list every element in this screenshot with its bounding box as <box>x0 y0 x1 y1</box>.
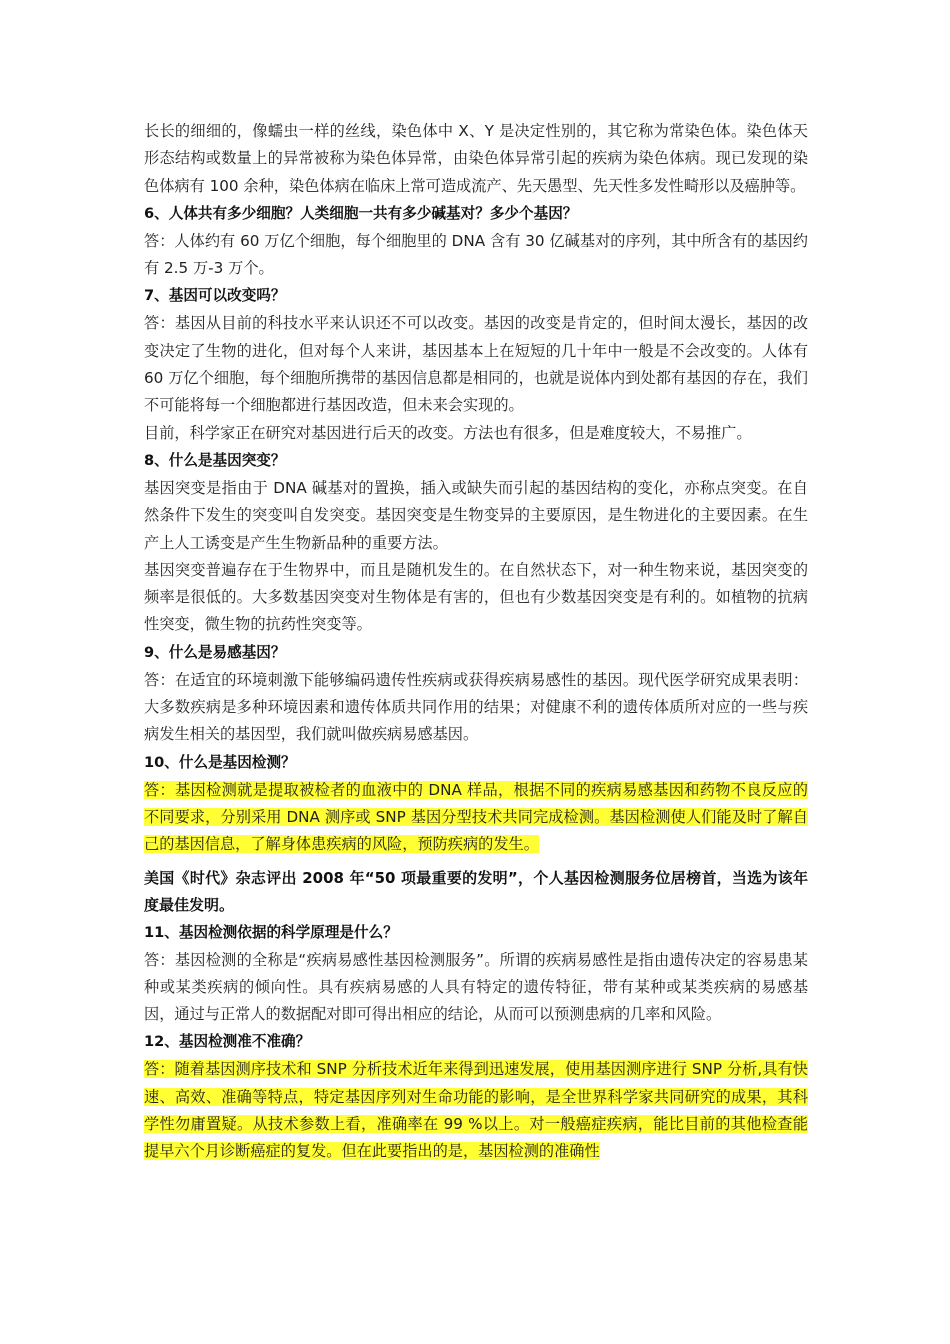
answer-7-extra-paragraph: 目前，科学家正在研究对基因进行后天的改变。方法也有很多，但是难度较大，不易推广。 <box>144 423 752 442</box>
question-10-heading: 10、什么是基因检测？ <box>144 753 296 771</box>
question-6-heading: 6、人体共有多少细胞？人类细胞一共有多少碱基对？多少个基因？ <box>144 204 578 222</box>
intro-paragraph: 长长的细细的，像蠕虫一样的丝线，染色体中 X、Y 是决定性别的，其它称为常染色体。染色体天形态结构或数量上的异常被称为染色体异常，由染色体异常引起的疾病为染色体病。现已发现的染色体病有 100 余种，染色体病在临床上常可造成流产、先天愚型、先天性多发性畸形以及癌肿等。 <box>144 122 808 195</box>
answer-11-paragraph: 答：基因检测的全称是“疾病易感性基因检测服务”。所谓的疾病易感性是指由遗传决定的容易患某种或某类疾病的倾向性。具有疾病易感的人具有特定的遗传特征，带有某种或某类疾病的易感基因，通过与正常人的数据配对即可得出相应的结论，从而可以预测患病的几率和风险。 <box>144 950 808 1024</box>
question-11-heading: 11、基因检测依据的科学原理是什么？ <box>144 923 398 941</box>
answer-12-paragraph <box>144 1056 808 1165</box>
answer-8-paragraph: 基因突变是指由于 DNA 碱基对的置换，插入或缺失而引起的基因结构的变化，亦称点突变。在自然条件下发生的突变叫自发突变。基因突变是生物变异的主要原因，是生物进化的主要因素。在生产上人工诱变是产生生物新品种的重要方法。 <box>144 478 808 552</box>
question-9-heading: 9、什么是易感基因？ <box>144 643 286 661</box>
highlighted-answer-12: 答：随着基因测序技术和 SNP 分析技术近年来得到迅速发展，使用基因测序进行 SNP 分析,具有快速、高效、准确等特点，特定基因序列对生命功能的影响，是全世界科学家共同研究的成果，其科学性勿庸置疑。从技术参数上看，准确率在 99 %以上。对一般癌症疾病，能比目前的其他检查能提早六个月诊断癌症的复发。但在此要指出的是，基因检测的准确性 <box>144 1060 808 1161</box>
answer-7-paragraph: 答：基因从目前的科技水平来认识还不可以改变。基因的改变是肯定的，但时间太漫长，基因的改变决定了生物的进化，但对每个人来讲，基因基本上在短短的几十年中一般是不会改变的。人体有 60 万亿个细胞，每个细胞所携带的基因信息都是相同的，也就是说体内到处都有基因的存在，我们不可能将每一个细胞都进行基因改造，但未来会实现的。 <box>144 314 808 415</box>
question-8-heading: 8、什么是基因突变？ <box>144 451 286 469</box>
question-12-heading: 12、基因检测准不准确？ <box>144 1033 311 1051</box>
answer-10-paragraph <box>144 777 808 859</box>
question-7-heading: 7、基因可以改变吗？ <box>144 287 286 305</box>
time-magazine-note: 美国《时代》杂志评出 2008 年“50 项最重要的发明”，个人基因检测服务位居榜首，当选为该年度最佳发明。 <box>144 868 808 914</box>
answer-6-paragraph: 答：人体约有 60 万亿个细胞，每个细胞里的 DNA 含有 30 亿碱基对的序列，其中所含有的基因约有 2.5 万-3 万个。 <box>144 231 808 278</box>
document-page <box>144 118 808 1166</box>
answer-9-paragraph: 答：在适宜的环境刺激下能够编码遗传性疾病或获得疾病易感性的基因。现代医学研究成果表明：大多数疾病是多种环境因素和遗传体质共同作用的结果；对健康不利的遗传体质所对应的一些与疾病发生相关的基因型，我们就叫做疾病易感基因。 <box>144 670 808 744</box>
answer-8-extra-paragraph: 基因突变普遍存在于生物界中，而且是随机发生的。在自然状态下，对一种生物来说，基因突变的频率是很低的。大多数基因突变对生物体是有害的，但也有少数基因突变是有利的。如植物的抗病性突变，微生物的抗药性突变等。 <box>144 560 808 634</box>
highlighted-answer-10: 答：基因检测就是提取被检者的血液中的 DNA 样品，根据不同的疾病易感基因和药物不良反应的不同要求，分别采用 DNA 测序或 SNP 基因分型技术共同完成检测。基因检测使人们能及时了解自己的基因信息，了解身体患疾病的风险，预防疾病的发生。 <box>144 780 808 854</box>
